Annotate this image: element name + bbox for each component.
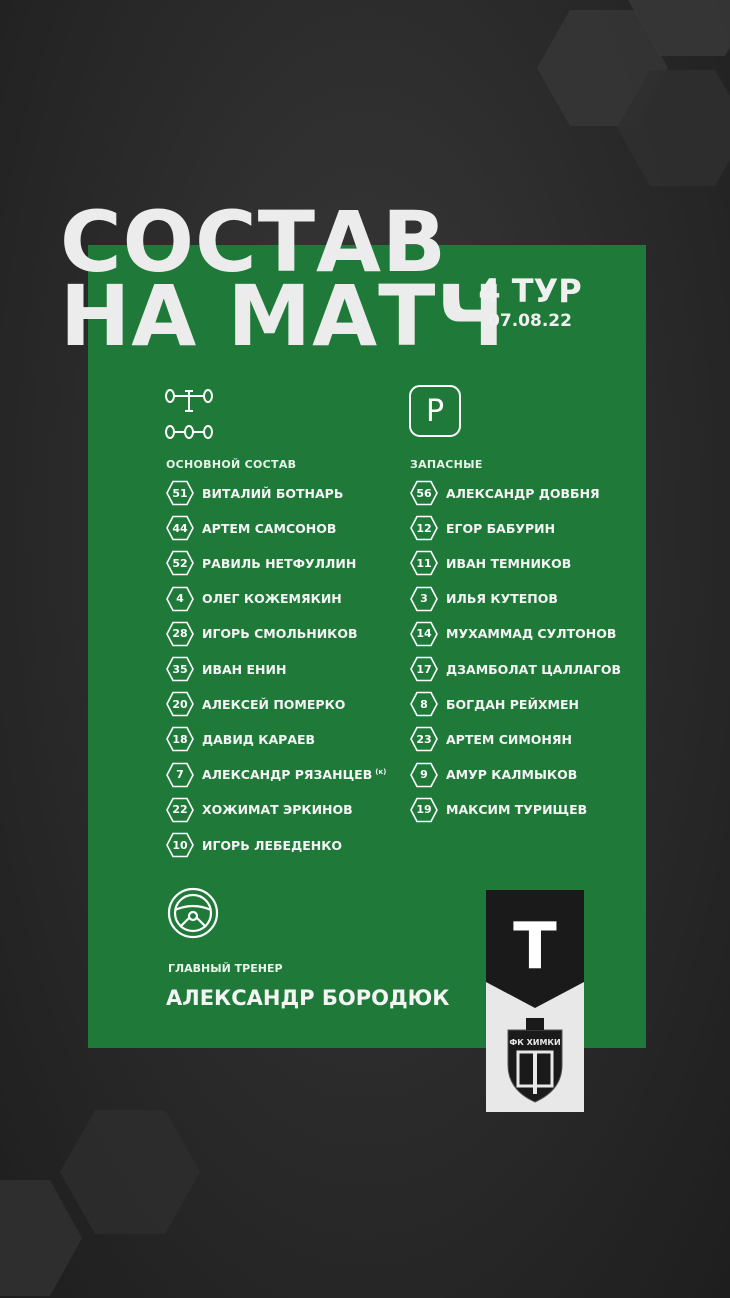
player-name	[446, 697, 579, 712]
player-number: 51	[172, 486, 188, 500]
player-number-badge	[166, 832, 194, 858]
player-row	[410, 515, 555, 541]
player-number: 28	[172, 627, 188, 641]
match-date: 07.08.22	[488, 311, 572, 331]
player-number-badge	[410, 726, 438, 752]
player-name	[202, 767, 386, 782]
badge-letter: Т	[513, 910, 557, 984]
player-name	[202, 591, 342, 606]
player-name-text: АРТЕМ САМСОНОВ	[202, 520, 337, 536]
player-number-badge	[410, 656, 438, 682]
player-number-badge	[166, 656, 194, 682]
player-number: 20	[172, 697, 188, 711]
player-row	[166, 797, 353, 823]
player-name-text: ИВАН ЕНИН	[202, 661, 287, 677]
steering-wheel-icon	[166, 886, 220, 940]
player-number: 44	[172, 521, 188, 535]
player-name-text: ОЛЕГ КОЖЕМЯКИН	[202, 591, 342, 607]
player-number: 3	[420, 592, 428, 606]
player-name	[446, 556, 571, 571]
player-number-badge	[166, 797, 194, 823]
coach-label: ГЛАВНЫЙ ТРЕНЕР	[168, 962, 283, 975]
player-number: 4	[176, 592, 184, 606]
player-row	[410, 621, 616, 647]
tactics-board-icon	[164, 385, 214, 443]
player-row	[166, 762, 386, 788]
player-row	[410, 762, 577, 788]
player-number-badge	[166, 726, 194, 752]
lineup-label: ОСНОВНОЙ СОСТАВ	[166, 458, 297, 471]
player-number-badge	[410, 762, 438, 788]
player-number: 18	[172, 732, 188, 746]
player-row	[410, 550, 571, 576]
player-number-badge	[410, 691, 438, 717]
player-row	[166, 586, 342, 612]
player-number: 11	[416, 556, 432, 570]
player-name	[446, 802, 587, 817]
player-name-text: ДАВИД КАРАЕВ	[202, 731, 316, 747]
hexagon-decoration-top	[500, 0, 730, 200]
player-number: 19	[416, 803, 432, 817]
player-name-text: МАКСИМ ТУРИЩЕВ	[446, 802, 588, 818]
lineup-list	[166, 480, 406, 860]
player-number: 22	[172, 803, 188, 817]
player-name	[446, 486, 600, 501]
player-name	[202, 486, 343, 501]
player-row	[410, 797, 587, 823]
player-name	[446, 626, 616, 641]
title-line-2: НА МАТЧ	[60, 267, 506, 365]
reserves-list	[410, 480, 640, 830]
player-name-text: ИВАН ТЕМНИКОВ	[446, 555, 572, 571]
player-name-text: БОГДАН РЕЙХМЕН	[446, 696, 579, 712]
player-name-text: ВИТАЛИЙ БОТНАРЬ	[202, 485, 344, 501]
player-name-text: ДЗАМБОЛАТ ЦАЛЛАГОВ	[446, 661, 622, 677]
player-name	[202, 802, 353, 817]
player-row	[410, 691, 579, 717]
parking-p-icon	[409, 385, 461, 437]
player-name	[446, 662, 621, 677]
player-name-text: МУХАММАД СУЛТОНОВ	[446, 626, 617, 642]
player-number: 52	[172, 556, 188, 570]
crest-text: ФК ХИМКИ	[509, 1038, 561, 1047]
player-name-text: АРТЕМ СИМОНЯН	[446, 731, 572, 747]
parking-letter: P	[425, 393, 445, 429]
player-number: 23	[416, 732, 432, 746]
player-row	[166, 832, 342, 858]
player-number-badge	[410, 621, 438, 647]
player-name-text: АМУР КАЛМЫКОВ	[446, 767, 578, 783]
player-row	[410, 726, 572, 752]
player-number: 56	[416, 486, 432, 500]
player-number: 17	[416, 662, 432, 676]
player-name-text: РАВИЛЬ НЕТФУЛЛИН	[202, 555, 357, 571]
player-name-text: АЛЕКСЕЙ ПОМЕРКО	[202, 696, 346, 712]
player-number: 35	[172, 662, 188, 676]
player-number: 14	[416, 627, 432, 641]
player-row	[166, 550, 356, 576]
player-number: 7	[176, 768, 184, 782]
player-number-badge	[166, 691, 194, 717]
player-name-text: АЛЕКСАНДР РЯЗАНЦЕВ	[202, 767, 373, 783]
player-name	[202, 626, 358, 641]
player-name-text: АЛЕКСАНДР ДОВБНЯ	[446, 485, 600, 501]
player-row	[166, 726, 315, 752]
player-row	[410, 656, 621, 682]
player-number: 9	[420, 768, 428, 782]
player-row	[166, 691, 345, 717]
player-row	[166, 621, 358, 647]
round-label: 4 ТУР	[478, 272, 582, 310]
player-number-badge	[166, 586, 194, 612]
player-name-text: ИГОРЬ ЛЕБЕДЕНКО	[202, 837, 343, 853]
player-name	[446, 591, 558, 606]
player-name-text: ИГОРЬ СМОЛЬНИКОВ	[202, 626, 358, 642]
player-name	[202, 697, 345, 712]
hexagon-decoration-bottom	[0, 1090, 260, 1298]
player-row	[166, 515, 336, 541]
player-number: 10	[172, 838, 188, 852]
player-name-text: ЕГОР БАБУРИН	[446, 520, 556, 536]
coach-name: АЛЕКСАНДР БОРОДЮК	[166, 986, 450, 1010]
player-number-badge	[166, 762, 194, 788]
player-name	[446, 767, 577, 782]
round-info	[470, 272, 590, 332]
player-number-badge	[166, 515, 194, 541]
player-number-badge	[410, 586, 438, 612]
player-number-badge	[410, 550, 438, 576]
player-number-badge	[410, 480, 438, 506]
player-row	[410, 586, 558, 612]
club-badge	[486, 890, 584, 1112]
player-number-badge	[166, 621, 194, 647]
player-name	[202, 521, 336, 536]
player-number-badge	[410, 797, 438, 823]
player-name-text: ХОЖИМАТ ЭРКИНОВ	[202, 802, 353, 818]
player-name	[202, 556, 356, 571]
player-row	[410, 480, 600, 506]
player-number-badge	[166, 550, 194, 576]
player-number-badge	[410, 515, 438, 541]
player-name	[202, 732, 315, 747]
player-name	[202, 662, 286, 677]
player-name-text: ИЛЬЯ КУТЕПОВ	[446, 591, 558, 607]
player-row	[166, 480, 343, 506]
title-line-1: СОСТАВ	[60, 193, 448, 291]
captain-mark: (к)	[375, 767, 387, 776]
page-title	[60, 193, 506, 365]
player-number: 8	[420, 697, 428, 711]
player-name	[202, 838, 342, 853]
player-number-badge	[166, 480, 194, 506]
player-number: 12	[416, 521, 432, 535]
player-row	[166, 656, 286, 682]
player-name	[446, 521, 555, 536]
player-name	[446, 732, 572, 747]
reserves-label: ЗАПАСНЫЕ	[410, 458, 483, 471]
